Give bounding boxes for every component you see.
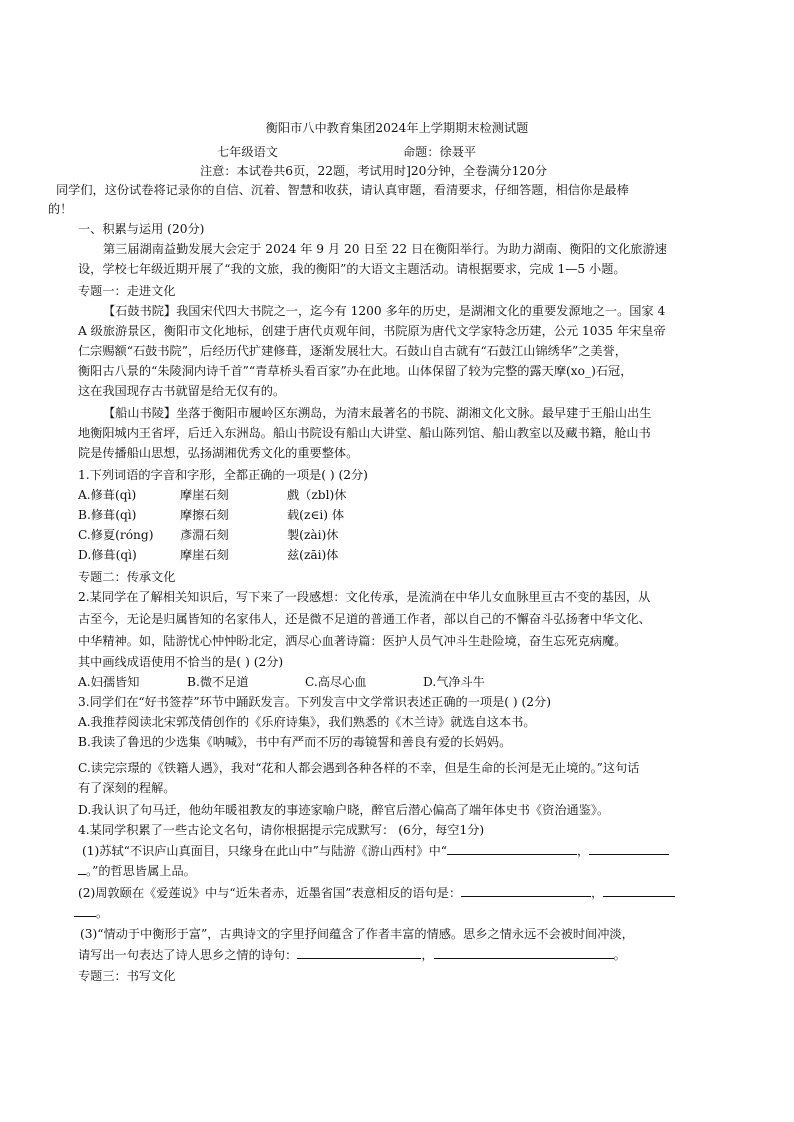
q4-item-1-text: (1)苏轼“不识庐山真面目，只缘身在此山中”与陆游《游山西村》中“ bbox=[82, 844, 448, 858]
intro-line-1: 同学们，这份试卷将记录你的自信、沉着、智慧和收获，请认真审题，看清要求，仔细答题，相信你是最棒 bbox=[56, 183, 629, 197]
answer-blank[interactable] bbox=[447, 842, 577, 855]
q4-item-1-cont bbox=[78, 862, 196, 879]
q2-text-line: 中华精神。如，陆游忧心忡忡盼北定，洒尽心血著诗篇：医护人员气冲斗生赴险境，奋生忘死克病魔。 bbox=[78, 634, 627, 648]
q1-option-b-word3: 载(z∈i) 体 bbox=[287, 508, 345, 522]
q2-option-d: D.气净斗牛 bbox=[423, 675, 485, 689]
shigu-line: 这在我国现存古书就留是给无仅有的。 bbox=[78, 384, 286, 398]
q3-option-c-cont: 有了深刻的程解。 bbox=[78, 781, 176, 795]
q1-option-d-word1: D.修葺(qì) bbox=[78, 548, 137, 562]
author: 命题：徐聂平 bbox=[403, 145, 477, 159]
q4-item-2: (2)周敦颐在《爱莲说》中与“近朱者赤，近墨省国”表意相反的语句是： ， bbox=[78, 884, 675, 901]
q2-option-b: B.微不足道 bbox=[187, 675, 249, 689]
answer-blank[interactable] bbox=[589, 842, 669, 855]
shigu-line: 衡阳古八景的“朱陵洞内诗千首”“青草桥头看百家”办在此地。山体保留了较为完整的露天摩(xo_)石冠， bbox=[78, 364, 633, 378]
q1-option-a-word3: 戲（zbl)休 bbox=[287, 488, 347, 502]
intro-line-2: 的！ bbox=[48, 202, 73, 216]
answer-blank[interactable] bbox=[603, 884, 675, 897]
q1-option-a-word2: 摩崖石刻 bbox=[180, 488, 229, 502]
shigu-line: A 级旅游景区，衡阳市文化地标，创建于唐代贞观年间，书院原为唐代文学家特念历建，公元 1035 年宋皇帝 bbox=[78, 324, 666, 338]
q1-option-c-word1: C.修夏(róng) bbox=[78, 528, 154, 542]
answer-blank[interactable] bbox=[78, 862, 86, 875]
q1-option-a-word1: A.修葺(qì) bbox=[78, 488, 137, 502]
q2-option-c: C.高尽心血 bbox=[305, 675, 367, 689]
q1-option-d-word2: 摩崖石刻 bbox=[180, 548, 229, 562]
q4-item-3: (3)“情动于中衡形于富”，古典诗文的字里抒间蕴含了作者丰富的情感。思乡之情永远不会被时间冲淡， bbox=[80, 927, 634, 941]
q3-option-a: A.我推荐阅读北宋郭茂倩创作的《乐府诗集》，我们熟悉的《木兰诗》就选自这本书。 bbox=[78, 715, 536, 729]
q3-stem: 3.同学们在“好书签荐”环节中踊跃发言。下列发言中文学常识表述正确的一项是( ) (2分) bbox=[78, 695, 551, 709]
answer-blank[interactable] bbox=[461, 884, 591, 897]
section1-para: 设，学校七年级近期开展了“我的文旅，我的衡阳”的大语文主题活动。请根据要求，完成 1—5 小题。 bbox=[78, 262, 626, 276]
q1-stem: 1.下列词语的字音和字形，全都正确的一项是( ) (2分) bbox=[78, 468, 368, 482]
q3-option-d: D.我认识了句马迁，他幼年暖祖教友的事迹家喻户晓，醉官后潜心偏高了端年体史书《资治通鉴》。 bbox=[78, 803, 610, 817]
q2-option-a: A.妇孺皆知 bbox=[78, 675, 140, 689]
chuanshan-line: 地衡阳城内王省坪，后迁入东洲岛。船山书院设有船山大讲堂、船山陈列馆、船山教室以及藏书籍，舱山书 bbox=[78, 426, 651, 440]
chuanshan-line: 【船山书陵】坐落于衡阳市履岭区东溯岛，为清末最著名的书院、湖湘文化文脉。最早建于王船山出生 bbox=[103, 406, 652, 420]
q3-option-c: C.读完宗璟的《铁籍人遇》，我对“花和人都会遇到各种各样的不幸，但是生命的长河是无止境的。”这句话 bbox=[78, 761, 640, 775]
q2-text-line: 古至今，无论是归属皆知的名家伟人，还是微不足道的普通工作者，部以自己的不懈奋斗弘扬奢中华文化、 bbox=[78, 612, 651, 626]
answer-blank[interactable] bbox=[297, 946, 421, 959]
q4-item-2-text: (2)周敦颐在《爱莲说》中与“近朱者赤，近墨省国”表意相反的语句是： bbox=[78, 886, 462, 900]
q3-option-b: B.我读了鲁迅的少选集《呐喊》，书中有严而不厉的毒镜誓和善良有爱的长妈妈。 bbox=[78, 735, 512, 749]
q2-text-line: 2.某同学在了解相关知识后，写下来了一段感想：文化传承，是流淌在中华儿女血脉里亘古不变的基因，从 bbox=[78, 590, 651, 604]
q4-item-2-cont: 。 bbox=[74, 904, 108, 921]
q1-option-b-word1: B.修葺(qì) bbox=[78, 508, 137, 522]
q4-item-3-cont-text: 请写出一句表达了诗人思乡之情的诗句： bbox=[78, 948, 298, 962]
shigu-line: 【石鼓书院】我国宋代四大书院之一，迄今有 1200 多年的历史，是湖湘文化的重要发源地之一。国家 4 bbox=[103, 304, 666, 318]
notice: 注意：本试卷共6页，22题，考试用时]20分钟，全卷满分120分 bbox=[200, 164, 548, 178]
q4-stem: 4.某同学积累了一些古论文名句，请你根据提示完成默写： (6分，每空1分) bbox=[78, 823, 485, 837]
section1-para: 第三届湖南益勤发展大会定于 2024 年 9 月 20 日至 22 日在衡阳举行。为助力湖南、衡阳的文化旅游速 bbox=[103, 242, 667, 256]
q2-stem: 其中画线成语使用不恰当的是( ) (2分) bbox=[78, 655, 284, 669]
q4-item-1: (1)苏轼“不识庐山真面目，只缘身在此山中”与陆游《游山西村》中“ ， bbox=[82, 842, 669, 859]
grade-subject: 七年级语文 bbox=[217, 145, 278, 159]
topic2-heading: 专题二：传承文化 bbox=[78, 570, 176, 584]
q4-item-3-cont: 请写出一句表达了诗人思乡之情的诗句： ， 。 bbox=[78, 948, 626, 962]
section1-heading: 一、积累与运用 (20分) bbox=[78, 222, 205, 236]
answer-blank[interactable] bbox=[434, 946, 614, 959]
answer-blank[interactable] bbox=[74, 904, 96, 917]
topic3-heading: 专题三：书写文化 bbox=[78, 969, 176, 983]
q1-option-c-word2: 彥淵石刻 bbox=[180, 528, 229, 542]
chuanshan-line: 院是传播船山思想，弘扬湖湘优秀文化的重要整体。 bbox=[78, 446, 359, 460]
topic1-heading: 专题一：走进文化 bbox=[78, 284, 176, 298]
q1-option-b-word2: 摩擦石刻 bbox=[180, 508, 229, 522]
exam-title: 衡阳市八中教育集团2024年上学期期末检测试题 bbox=[265, 121, 529, 135]
q1-option-d-word3: 兹(zāi)体 bbox=[287, 548, 339, 562]
q4-item-1-cont-text: 。”的哲思皆属上品。 bbox=[86, 864, 196, 878]
shigu-line: 仁宗赐额“石鼓书院”，后经历代扩建修葺，逐渐发展壮大。石鼓山自古就有“石鼓江山锦绣华”之美誉， bbox=[78, 344, 627, 358]
q1-option-c-word3: 製(zài)休 bbox=[287, 528, 339, 542]
